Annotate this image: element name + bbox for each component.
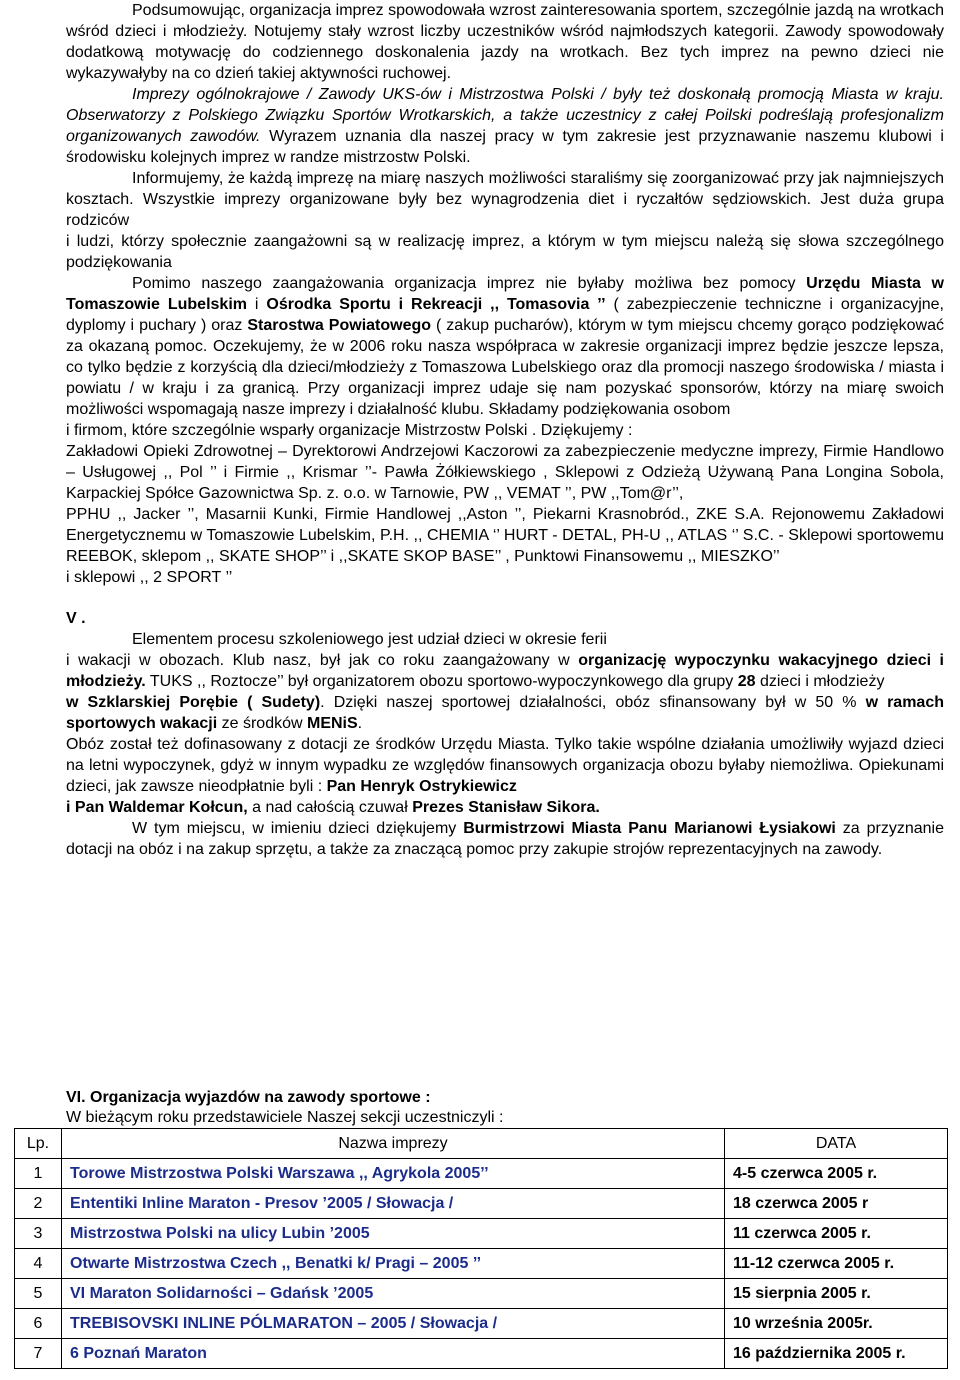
- promotion-italic-text: Imprezy ogólnokrajowe / Zawody UKS-ów i Mistrzostwa Polski / były też doskonałą promocją Miasta w kraju. Obserwatorzy z Polskiego Związku Sportów Wrotkarskich, a także uczestnicy z całej Poilski podreślają profesjonalizm organizowanych zawodów.: [66, 86, 944, 145]
- row-name: TREBISOVSKI INLINE PÓLMARATON – 2005 / Słowacja /: [62, 1309, 725, 1339]
- county-office-name: Starostwa Powiatowego: [247, 317, 432, 334]
- thanks-text: i: [247, 296, 267, 313]
- table-row: [15, 1279, 948, 1309]
- row-date: 11-12 czerwca 2005 r.: [725, 1249, 948, 1279]
- row-name: Torowe Mistrzostwa Polski Warszawa ,, Agrykola 2005’’: [62, 1159, 725, 1189]
- row-date: 11 czerwca 2005 r.: [725, 1219, 948, 1249]
- camp-paragraph-3: [66, 692, 944, 734]
- camp-president: Prezes Stanisław Sikora.: [412, 799, 600, 816]
- header-lp: Lp.: [15, 1129, 62, 1159]
- promotion-normal-text: Wyrazem uznania dla naszej pracy w tym zakresie jest przyznawanie naszemu klubowi i środowisku kolejnych imprez w randze mistrzostw Polski.: [66, 128, 944, 166]
- camp-text: W tym miejscu, w imieniu dzieci dziękujemy: [132, 820, 464, 837]
- table-header-row: [15, 1129, 948, 1159]
- section-vi-title: VI. Organizacja wyjazdów na zawody sportowe :: [66, 1089, 431, 1106]
- camp-text: dzieci i młodzieży: [755, 673, 885, 690]
- camp-guardian: i Pan Waldemar Kołcun,: [66, 799, 248, 816]
- camp-group-size: 28: [737, 673, 756, 690]
- camp-paragraph-4: [66, 734, 944, 797]
- mayor-name: Burmistrzowi Miasta Panu Marianowi Łysiakowi: [463, 820, 836, 837]
- sponsors-list-1: Zakładowi Opieki Zdrowotnej – Dyrektorowi Andrzejowi Kaczorowi za zabezpieczenie medyczne imprezy, Firmie Handlowo – Usługowej ,, Pol ’’ i Firmie ,, Krismar ’’- Pawła Żółkiewskiego , Sklepowi z Odzieżą Używaną Pana Longina Sobola, Karpackiej Spółce Gazownictwa Sp. z. o.o. w Tarnowie, PW ,, VEMAT ’’, PW ,,Tom@r’’,: [66, 443, 944, 502]
- events-table: [14, 1128, 948, 1369]
- costs-paragraph: Informujemy, że każdą imprezę na miarę naszych możliwości staraliśmy się zoorganizować przy jak najmniejszych kosztach. Wszystkie imprezy organizowane były bez wynagrodzenia diet i ryczałtów sędziowskich. Jest duża grupa rodziców: [66, 170, 944, 229]
- row-date: 10 września 2005r.: [725, 1309, 948, 1339]
- table-row: [15, 1249, 948, 1279]
- camp-highlight: w ramach sportowych wakacji: [66, 694, 945, 732]
- row-name: Otwarte Mistrzostwa Czech ,, Benatki k/ Pragi – 2005 ’’: [62, 1249, 725, 1279]
- camp-funder: MENiS: [306, 715, 358, 732]
- row-date: 16 października 2005 r.: [725, 1339, 948, 1369]
- sponsors-list-2: PPHU ,, Jacker ’’, Masarnii Kunki, Firmie Handlowej ,,Aston ’’, Piekarni Krasnobród., ZKE S.A. Rejonowemu Zakładowi Energetycznemu w Tomaszowie Lubelskim, P.H. ,, CHEMIA ‘’ HURT - DETAL, PH-U ,, ATLAS ‘’ S.C. - Sklepowi sportowemu REEBOK, sklepom ,, SKATE SHOP’’ i ,,SKATE SKOP BASE’’ , Punktowi Finansowemu ,, MIESZKO’’: [66, 506, 944, 565]
- row-lp: 3: [15, 1219, 62, 1249]
- camp-location: w Szklarskiej Porębie ( Sudety): [66, 694, 321, 711]
- thanks-text: ( zakup pucharów), którym w tym miejscu chcemy gorąco podziękować za okazaną pomoc. Oczekujemy, że w 2006 roku nasza współpraca w zakresie organizacji imprez będzie jeszcze lepsza, co tylko będzie z korzyścią dla dzieci/młodzieży z Tomaszowa Lubelskiego oraz dla promocji naszego środowiska / miasta i powiatu / w kraju i za granicą. Przy organizacji imprez udaje się nam pozyskać sponsorów, którzy na miarę swoich możliwości wspomagają nasze imprezy i działalność klubu. Składamy podziękowania osobom: [66, 317, 945, 418]
- table-row: [15, 1219, 948, 1249]
- spacer: [66, 588, 944, 608]
- city-office-name: Urzędu Miasta w Tomaszowie Lubelskim: [66, 275, 944, 313]
- row-lp: 6: [15, 1309, 62, 1339]
- row-lp: 7: [15, 1339, 62, 1369]
- row-date: 15 sierpnia 2005 r.: [725, 1279, 948, 1309]
- thanks-text: ( zabezpieczenie techniczne i organizacyjne, dyplomy i puchary ) oraz: [66, 296, 944, 334]
- thanks-paragraph: [66, 273, 944, 420]
- sponsors-list-3: i sklepowi ,, 2 SPORT ’’: [66, 569, 233, 586]
- row-name: VI Maraton Solidarności – Gdańsk ’2005: [62, 1279, 725, 1309]
- camp-text: i wakacji w obozach. Klub nasz, był jak co roku zaangażowany w: [66, 652, 579, 669]
- thanks-text: Pomimo naszego zaangażowania organizacja imprez nie byłaby możliwa bez pomocy: [132, 275, 807, 292]
- header-name: Nazwa imprezy: [62, 1129, 725, 1159]
- camp-highlight: organizację wypoczynku wakacyjnego dzieci i młodzieży.: [66, 652, 945, 690]
- camp-text: Obóz został też dofinasowany z dotacji ze środków Urzędu Miasta. Tylko takie wspólne działania umożliwiły wyjazd dzieci na letni wypoczynek, gdyż w innym wypadku ze względów finansowych organizacja obozu byłaby niemożliwa. Opiekunami dzieci, jak zawsze nieodpłatnie byli :: [66, 736, 944, 795]
- row-lp: 2: [15, 1189, 62, 1219]
- table-row: [15, 1339, 948, 1369]
- camp-paragraph-2: [66, 650, 944, 692]
- section-v-heading: V .: [66, 610, 86, 627]
- camp-text: a nad całością czuwał: [247, 799, 413, 816]
- parents-paragraph: i ludzi, którzy społecznie zaangażowni są w realizację imprez, a którym w tym miejscu należą się słowa szczególnego podziękowania: [66, 233, 944, 271]
- row-name: Mistrzostwa Polski na ulicy Lubin ’2005: [62, 1219, 725, 1249]
- camp-text: za przyznanie dotacji na obóz i na zakup sprzętu, a także za znaczącą pomoc przy zakupie strojów reprezentacyjnych na zawody.: [66, 820, 944, 858]
- sponsors-intro: i firmom, które szczególnie wsparły organizacje Mistrzostw Polski . Dziękujemy :: [66, 422, 633, 439]
- camp-paragraph-1: Elementem procesu szkoleniowego jest udział dzieci w okresie ferii: [132, 631, 607, 648]
- camp-guardian: Pan Henryk Ostrykiewicz: [326, 778, 517, 795]
- table-row: [15, 1159, 948, 1189]
- sports-centre-name: Ośrodka Sportu i Rekreacji ,, Tomasovia ’’: [266, 296, 606, 313]
- section-vi-heading-block: [66, 1088, 503, 1128]
- camp-paragraph-6: [66, 818, 944, 860]
- camp-text: .: [357, 715, 363, 732]
- row-date: 4-5 czerwca 2005 r.: [725, 1159, 948, 1189]
- camp-text: TUKS ,, Roztocze’’ był organizatorem obozu sportowo-wypoczynkowego dla grupy: [145, 673, 738, 690]
- row-lp: 1: [15, 1159, 62, 1189]
- row-name: 6 Poznań Maraton: [62, 1339, 725, 1369]
- table-row: [15, 1309, 948, 1339]
- header-date: DATA: [725, 1129, 948, 1159]
- row-lp: 5: [15, 1279, 62, 1309]
- summary-paragraph: Podsumowując, organizacja imprez spowodowała wzrost zainteresowania sportem, szczególnie jazdą na wrotkach wśród dzieci i młodzieży. Notujemy stały wzrost liczby uczestników wśród najmłodszych kategorii. Zawody spowodowały dodatkową motywację do codziennego doskonalenia jazdy na wrotkach. Bez tych imprez na pewno dzieci nie wykazywałyby na co dzień takiej aktywności ruchowej.: [66, 2, 944, 82]
- document-page: [66, 0, 944, 860]
- camp-paragraph-5: [66, 797, 944, 818]
- row-name: Ententiki Inline Maraton - Presov ’2005 / Słowacja /: [62, 1189, 725, 1219]
- table-row: [15, 1189, 948, 1219]
- section-vi-subtitle: W bieżącym roku przedstawiciele Naszej sekcji uczestniczyli :: [66, 1109, 504, 1126]
- promotion-paragraph: [66, 84, 944, 168]
- camp-text: . Dzięki naszej sportowej działalności, obóz sfinansowany był w 50 %: [320, 694, 866, 711]
- camp-text: ze środków: [217, 715, 307, 732]
- row-date: 18 czerwca 2005 r: [725, 1189, 948, 1219]
- row-lp: 4: [15, 1249, 62, 1279]
